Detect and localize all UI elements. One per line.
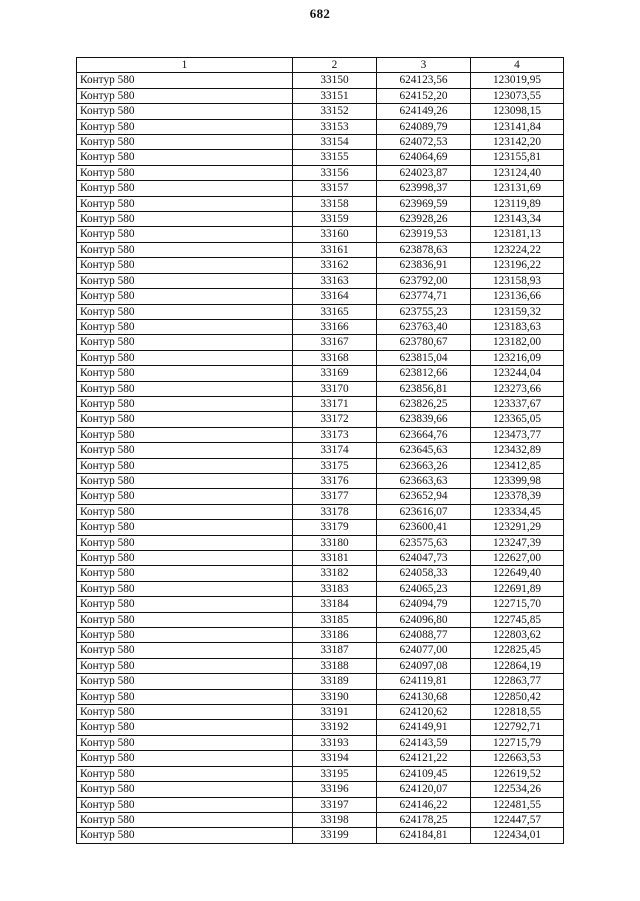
x-coordinate-cell: 624072,53 [377, 135, 471, 150]
contour-name-cell: Контур 580 [77, 443, 293, 458]
x-coordinate-cell: 623969,59 [377, 196, 471, 211]
table-row [77, 443, 564, 458]
y-coordinate-cell: 123136,66 [471, 289, 564, 304]
y-coordinate-cell: 122663,53 [471, 751, 564, 766]
contour-name-cell: Контур 580 [77, 181, 293, 196]
table-row [77, 812, 564, 827]
contour-name-cell: Контур 580 [77, 196, 293, 211]
table-row [77, 828, 564, 843]
table-row [77, 720, 564, 735]
y-coordinate-cell: 123412,85 [471, 458, 564, 473]
point-number-cell: 33177 [293, 489, 377, 504]
y-coordinate-cell: 122818,55 [471, 705, 564, 720]
contour-name-cell: Контур 580 [77, 150, 293, 165]
x-coordinate-cell: 624096,80 [377, 612, 471, 627]
table-row [77, 674, 564, 689]
contour-name-cell: Контур 580 [77, 658, 293, 673]
y-coordinate-cell: 122619,52 [471, 766, 564, 781]
y-coordinate-cell: 123432,89 [471, 443, 564, 458]
point-number-cell: 33184 [293, 597, 377, 612]
x-coordinate-cell: 623780,67 [377, 335, 471, 350]
y-coordinate-cell: 123155,81 [471, 150, 564, 165]
contour-name-cell: Контур 580 [77, 381, 293, 396]
contour-name-cell: Контур 580 [77, 551, 293, 566]
table-row [77, 150, 564, 165]
point-number-cell: 33174 [293, 443, 377, 458]
x-coordinate-cell: 624152,20 [377, 88, 471, 103]
y-coordinate-cell: 123334,45 [471, 504, 564, 519]
x-coordinate-cell: 624097,08 [377, 658, 471, 673]
contour-name-cell: Контур 580 [77, 73, 293, 88]
table-row [77, 458, 564, 473]
point-number-cell: 33169 [293, 366, 377, 381]
point-number-cell: 33154 [293, 135, 377, 150]
x-coordinate-cell: 624120,62 [377, 705, 471, 720]
table-row [77, 104, 564, 119]
point-number-cell: 33190 [293, 689, 377, 704]
x-coordinate-cell: 623928,26 [377, 212, 471, 227]
x-coordinate-cell: 624058,33 [377, 566, 471, 581]
x-coordinate-cell: 624047,73 [377, 551, 471, 566]
point-number-cell: 33192 [293, 720, 377, 735]
x-coordinate-cell: 624023,87 [377, 165, 471, 180]
point-number-cell: 33163 [293, 273, 377, 288]
point-number-cell: 33194 [293, 751, 377, 766]
contour-name-cell: Контур 580 [77, 88, 293, 103]
table-row [77, 551, 564, 566]
x-coordinate-cell: 623575,63 [377, 535, 471, 550]
x-coordinate-cell: 623652,94 [377, 489, 471, 504]
column-header-1: 1 [77, 58, 293, 73]
table-row [77, 119, 564, 134]
table-row [77, 504, 564, 519]
point-number-cell: 33159 [293, 212, 377, 227]
table-row [77, 273, 564, 288]
table-row [77, 612, 564, 627]
point-number-cell: 33172 [293, 412, 377, 427]
point-number-cell: 33185 [293, 612, 377, 627]
x-coordinate-cell: 623812,66 [377, 366, 471, 381]
x-coordinate-cell: 623839,66 [377, 412, 471, 427]
table-row [77, 319, 564, 334]
y-coordinate-cell: 122863,77 [471, 674, 564, 689]
point-number-cell: 33181 [293, 551, 377, 566]
contour-name-cell: Контур 580 [77, 705, 293, 720]
point-number-cell: 33186 [293, 628, 377, 643]
contour-name-cell: Контур 580 [77, 258, 293, 273]
table-row [77, 73, 564, 88]
table-row [77, 258, 564, 273]
x-coordinate-cell: 623645,63 [377, 443, 471, 458]
x-coordinate-cell: 623836,91 [377, 258, 471, 273]
contour-name-cell: Контур 580 [77, 735, 293, 750]
y-coordinate-cell: 123124,40 [471, 165, 564, 180]
contour-name-cell: Контур 580 [77, 319, 293, 334]
point-number-cell: 33187 [293, 643, 377, 658]
x-coordinate-cell: 623856,81 [377, 381, 471, 396]
y-coordinate-cell: 123473,77 [471, 427, 564, 442]
table-row [77, 597, 564, 612]
y-coordinate-cell: 122715,70 [471, 597, 564, 612]
point-number-cell: 33178 [293, 504, 377, 519]
y-coordinate-cell: 123131,69 [471, 181, 564, 196]
contour-name-cell: Контур 580 [77, 520, 293, 535]
contour-name-cell: Контур 580 [77, 612, 293, 627]
table-row [77, 581, 564, 596]
table-row [77, 489, 564, 504]
y-coordinate-cell: 123159,32 [471, 304, 564, 319]
point-number-cell: 33173 [293, 427, 377, 442]
y-coordinate-cell: 123182,00 [471, 335, 564, 350]
x-coordinate-cell: 623815,04 [377, 350, 471, 365]
table-row [77, 289, 564, 304]
point-number-cell: 33199 [293, 828, 377, 843]
coordinates-table [76, 57, 564, 844]
y-coordinate-cell: 122864,19 [471, 658, 564, 673]
x-coordinate-cell: 623792,00 [377, 273, 471, 288]
x-coordinate-cell: 623998,37 [377, 181, 471, 196]
y-coordinate-cell: 122649,40 [471, 566, 564, 581]
point-number-cell: 33155 [293, 150, 377, 165]
x-coordinate-cell: 623919,53 [377, 227, 471, 242]
contour-name-cell: Контур 580 [77, 135, 293, 150]
y-coordinate-cell: 122434,01 [471, 828, 564, 843]
table-row [77, 797, 564, 812]
point-number-cell: 33158 [293, 196, 377, 211]
x-coordinate-cell: 624088,77 [377, 628, 471, 643]
point-number-cell: 33164 [293, 289, 377, 304]
y-coordinate-cell: 123019,95 [471, 73, 564, 88]
table-row [77, 242, 564, 257]
contour-name-cell: Контур 580 [77, 458, 293, 473]
table-row [77, 566, 564, 581]
x-coordinate-cell: 624120,07 [377, 782, 471, 797]
point-number-cell: 33195 [293, 766, 377, 781]
x-coordinate-cell: 623663,63 [377, 473, 471, 488]
x-coordinate-cell: 624094,79 [377, 597, 471, 612]
y-coordinate-cell: 122825,45 [471, 643, 564, 658]
table-row [77, 335, 564, 350]
contour-name-cell: Контур 580 [77, 119, 293, 134]
point-number-cell: 33193 [293, 735, 377, 750]
contour-name-cell: Контур 580 [77, 489, 293, 504]
y-coordinate-cell: 123181,13 [471, 227, 564, 242]
contour-name-cell: Контур 580 [77, 720, 293, 735]
point-number-cell: 33170 [293, 381, 377, 396]
point-number-cell: 33160 [293, 227, 377, 242]
y-coordinate-cell: 122627,00 [471, 551, 564, 566]
contour-name-cell: Контур 580 [77, 828, 293, 843]
point-number-cell: 33189 [293, 674, 377, 689]
point-number-cell: 33165 [293, 304, 377, 319]
table-row [77, 304, 564, 319]
contour-name-cell: Контур 580 [77, 412, 293, 427]
contour-name-cell: Контур 580 [77, 674, 293, 689]
y-coordinate-cell: 123247,39 [471, 535, 564, 550]
point-number-cell: 33161 [293, 242, 377, 257]
y-coordinate-cell: 123365,05 [471, 412, 564, 427]
point-number-cell: 33183 [293, 581, 377, 596]
table-row [77, 520, 564, 535]
point-number-cell: 33157 [293, 181, 377, 196]
contour-name-cell: Контур 580 [77, 273, 293, 288]
contour-name-cell: Контур 580 [77, 504, 293, 519]
contour-name-cell: Контур 580 [77, 535, 293, 550]
contour-name-cell: Контур 580 [77, 766, 293, 781]
x-coordinate-cell: 624149,26 [377, 104, 471, 119]
point-number-cell: 33151 [293, 88, 377, 103]
point-number-cell: 33168 [293, 350, 377, 365]
y-coordinate-cell: 122745,85 [471, 612, 564, 627]
x-coordinate-cell: 624149,91 [377, 720, 471, 735]
table-row [77, 535, 564, 550]
point-number-cell: 33156 [293, 165, 377, 180]
point-number-cell: 33198 [293, 812, 377, 827]
point-number-cell: 33179 [293, 520, 377, 535]
contour-name-cell: Контур 580 [77, 304, 293, 319]
x-coordinate-cell: 624123,56 [377, 73, 471, 88]
page-number: 682 [309, 6, 331, 21]
table-row [77, 165, 564, 180]
contour-name-cell: Контур 580 [77, 289, 293, 304]
point-number-cell: 33188 [293, 658, 377, 673]
table-header-row [77, 58, 564, 73]
x-coordinate-cell: 623663,26 [377, 458, 471, 473]
y-coordinate-cell: 123142,20 [471, 135, 564, 150]
y-coordinate-cell: 123119,89 [471, 196, 564, 211]
contour-name-cell: Контур 580 [77, 227, 293, 242]
contour-name-cell: Контур 580 [77, 797, 293, 812]
x-coordinate-cell: 624077,00 [377, 643, 471, 658]
contour-name-cell: Контур 580 [77, 689, 293, 704]
contour-name-cell: Контур 580 [77, 782, 293, 797]
table-row [77, 366, 564, 381]
contour-name-cell: Контур 580 [77, 366, 293, 381]
table-row [77, 412, 564, 427]
contour-name-cell: Контур 580 [77, 597, 293, 612]
y-coordinate-cell: 123141,84 [471, 119, 564, 134]
point-number-cell: 33167 [293, 335, 377, 350]
y-coordinate-cell: 123098,15 [471, 104, 564, 119]
x-coordinate-cell: 624143,59 [377, 735, 471, 750]
y-coordinate-cell: 122691,89 [471, 581, 564, 596]
table-row [77, 628, 564, 643]
y-coordinate-cell: 122447,57 [471, 812, 564, 827]
y-coordinate-cell: 123073,55 [471, 88, 564, 103]
table-row [77, 473, 564, 488]
contour-name-cell: Контур 580 [77, 335, 293, 350]
point-number-cell: 33197 [293, 797, 377, 812]
x-coordinate-cell: 624121,22 [377, 751, 471, 766]
x-coordinate-cell: 624109,45 [377, 766, 471, 781]
y-coordinate-cell: 122481,55 [471, 797, 564, 812]
contour-name-cell: Контур 580 [77, 643, 293, 658]
table-row [77, 381, 564, 396]
table-row [77, 181, 564, 196]
point-number-cell: 33150 [293, 73, 377, 88]
x-coordinate-cell: 624119,81 [377, 674, 471, 689]
table-row [77, 212, 564, 227]
x-coordinate-cell: 623616,07 [377, 504, 471, 519]
y-coordinate-cell: 123196,22 [471, 258, 564, 273]
y-coordinate-cell: 123273,66 [471, 381, 564, 396]
y-coordinate-cell: 123291,29 [471, 520, 564, 535]
y-coordinate-cell: 123337,67 [471, 396, 564, 411]
y-coordinate-cell: 123158,93 [471, 273, 564, 288]
point-number-cell: 33153 [293, 119, 377, 134]
contour-name-cell: Контур 580 [77, 350, 293, 365]
point-number-cell: 33191 [293, 705, 377, 720]
x-coordinate-cell: 623763,40 [377, 319, 471, 334]
contour-name-cell: Контур 580 [77, 104, 293, 119]
contour-name-cell: Контур 580 [77, 473, 293, 488]
x-coordinate-cell: 624178,25 [377, 812, 471, 827]
x-coordinate-cell: 624089,79 [377, 119, 471, 134]
y-coordinate-cell: 122803,62 [471, 628, 564, 643]
y-coordinate-cell: 123224,22 [471, 242, 564, 257]
y-coordinate-cell: 122534,26 [471, 782, 564, 797]
contour-name-cell: Контур 580 [77, 165, 293, 180]
point-number-cell: 33166 [293, 319, 377, 334]
x-coordinate-cell: 623664,76 [377, 427, 471, 442]
contour-name-cell: Контур 580 [77, 581, 293, 596]
point-number-cell: 33176 [293, 473, 377, 488]
point-number-cell: 33182 [293, 566, 377, 581]
point-number-cell: 33175 [293, 458, 377, 473]
contour-name-cell: Контур 580 [77, 566, 293, 581]
table-row [77, 88, 564, 103]
table-row [77, 196, 564, 211]
x-coordinate-cell: 623774,71 [377, 289, 471, 304]
table-row [77, 766, 564, 781]
y-coordinate-cell: 123244,04 [471, 366, 564, 381]
table-row [77, 705, 564, 720]
x-coordinate-cell: 624184,81 [377, 828, 471, 843]
table-row [77, 427, 564, 442]
contour-name-cell: Контур 580 [77, 396, 293, 411]
x-coordinate-cell: 624065,23 [377, 581, 471, 596]
x-coordinate-cell: 623755,23 [377, 304, 471, 319]
y-coordinate-cell: 123143,34 [471, 212, 564, 227]
table-row [77, 396, 564, 411]
table-row [77, 227, 564, 242]
table-row [77, 751, 564, 766]
table-row [77, 689, 564, 704]
column-header-2: 2 [293, 58, 377, 73]
x-coordinate-cell: 623600,41 [377, 520, 471, 535]
contour-name-cell: Контур 580 [77, 812, 293, 827]
table-row [77, 782, 564, 797]
x-coordinate-cell: 624130,68 [377, 689, 471, 704]
x-coordinate-cell: 623826,25 [377, 396, 471, 411]
contour-name-cell: Контур 580 [77, 628, 293, 643]
contour-name-cell: Контур 580 [77, 242, 293, 257]
y-coordinate-cell: 122850,42 [471, 689, 564, 704]
column-header-4: 4 [471, 58, 564, 73]
table-body [77, 73, 564, 843]
y-coordinate-cell: 123216,09 [471, 350, 564, 365]
table-row [77, 643, 564, 658]
point-number-cell: 33152 [293, 104, 377, 119]
table-row [77, 658, 564, 673]
column-header-3: 3 [377, 58, 471, 73]
y-coordinate-cell: 123183,63 [471, 319, 564, 334]
y-coordinate-cell: 123399,98 [471, 473, 564, 488]
y-coordinate-cell: 122792,71 [471, 720, 564, 735]
x-coordinate-cell: 624064,69 [377, 150, 471, 165]
point-number-cell: 33162 [293, 258, 377, 273]
point-number-cell: 33171 [293, 396, 377, 411]
contour-name-cell: Контур 580 [77, 212, 293, 227]
table-row [77, 350, 564, 365]
point-number-cell: 33180 [293, 535, 377, 550]
table-row [77, 135, 564, 150]
x-coordinate-cell: 624146,22 [377, 797, 471, 812]
x-coordinate-cell: 623878,63 [377, 242, 471, 257]
contour-name-cell: Контур 580 [77, 751, 293, 766]
y-coordinate-cell: 123378,39 [471, 489, 564, 504]
point-number-cell: 33196 [293, 782, 377, 797]
y-coordinate-cell: 122715,79 [471, 735, 564, 750]
table-row [77, 735, 564, 750]
contour-name-cell: Контур 580 [77, 427, 293, 442]
